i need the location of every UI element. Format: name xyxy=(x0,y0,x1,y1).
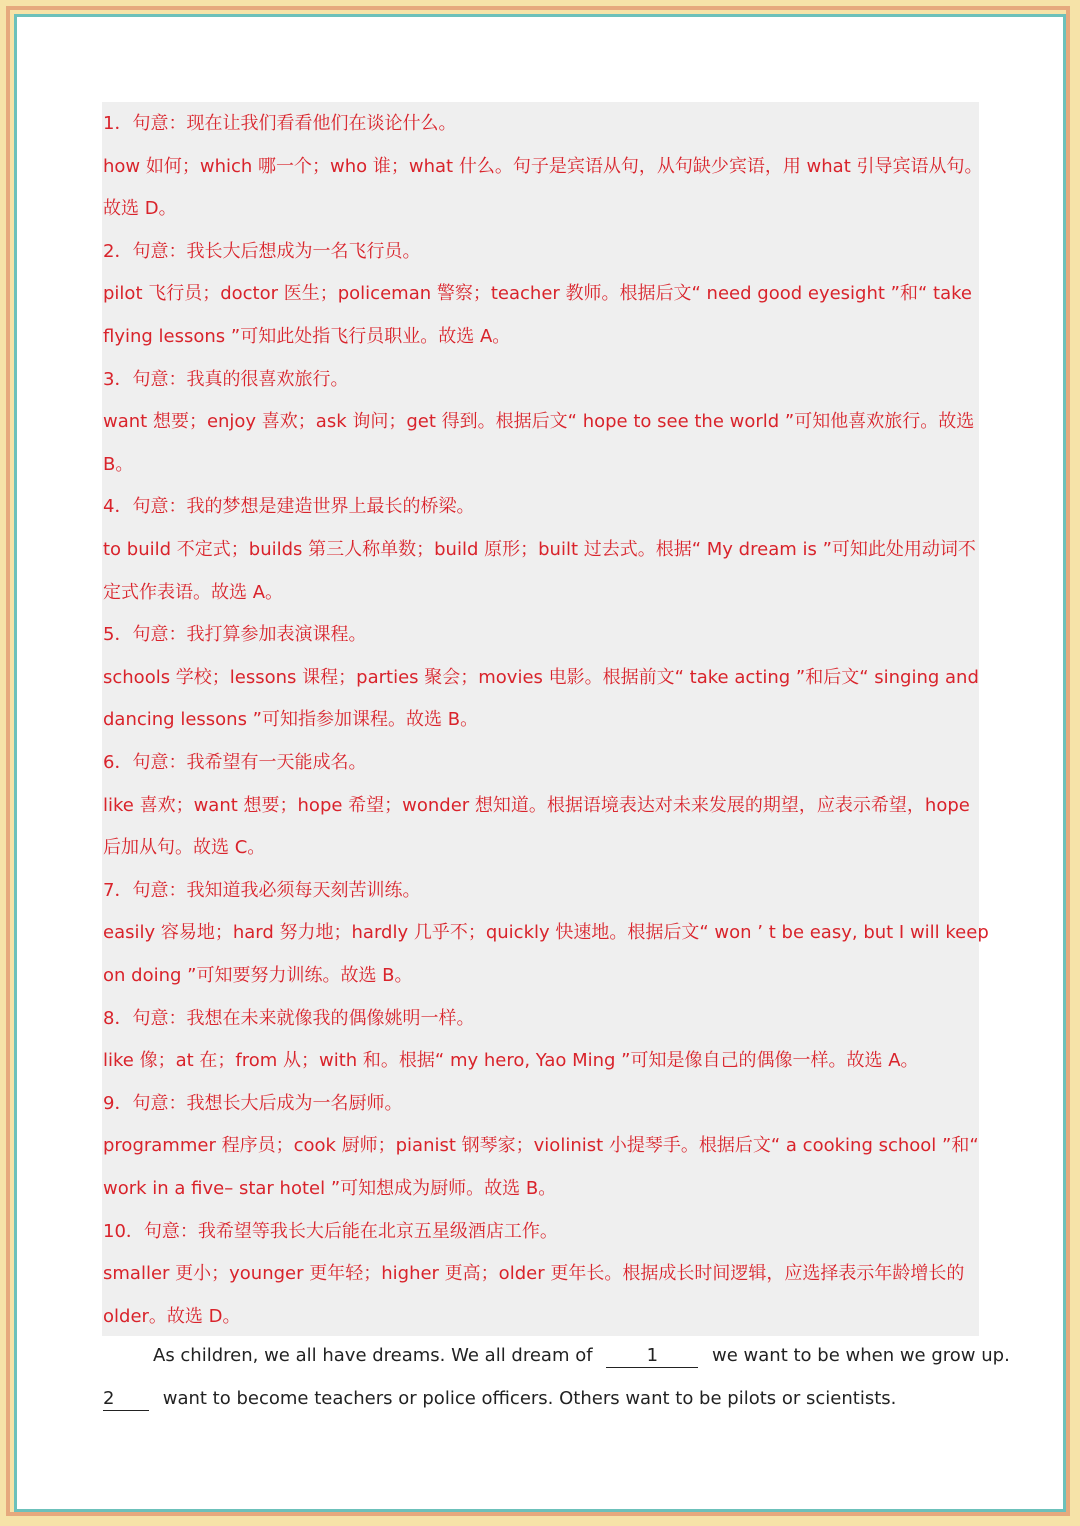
answer-10-heading: 10．句意：我希望等我长大后能在北京五星级酒店工作。 xyxy=(103,1220,558,1242)
answer-3-explanation: want 想要；enjoy 喜欢；ask 询问；get 得到。根据后文“ hope to see the world ”可知他喜欢旅行。故选 xyxy=(103,411,975,433)
answer-7-explanation: on doing ”可知要努力训练。故选 B。 xyxy=(103,965,413,986)
answer-5-explanation: schools 学校；lessons 课程；parties 聚会；movies 电影。根据前文“ take acting ”和后文“ singing and xyxy=(103,666,979,688)
answer-7-heading: 7．句意：我知道我必须每天刻苦训练。 xyxy=(103,879,421,901)
passage-text: we want to be when we grow up. xyxy=(712,1345,1010,1366)
answer-5-heading: 5．句意：我打算参加表演课程。 xyxy=(103,624,367,646)
answer-6-explanation: 后加从句。故选 C。 xyxy=(103,837,266,859)
answer-6-explanation: like 喜欢；want 想要；hope 希望；wonder 想知道。根据语境表达对未来发展的期望，应表示希望，hope xyxy=(103,794,970,816)
passage-line-1 xyxy=(153,1335,1010,1377)
answer-4-explanation: 定式作表语。故选 A。 xyxy=(103,581,284,603)
passage-text: As children, we all have dreams. We all dream of xyxy=(153,1345,593,1366)
answer-9-explanation: programmer 程序员；cook 厨师；pianist 钢琴家；violinist 小提琴手。根据后文“ a cooking school ”和“ xyxy=(103,1135,979,1157)
answer-6-heading: 6．句意：我希望有一天能成名。 xyxy=(103,752,367,773)
answer-10-explanation: smaller 更小；younger 更年轻；higher 更高；older 更年长。根据成长时间逻辑，应选择表示年龄增长的 xyxy=(103,1263,965,1285)
answer-4-heading: 4．句意：我的梦想是建造世界上最长的桥梁。 xyxy=(103,496,475,518)
answer-4-explanation: to build 不定式；builds 第三人称单数；build 原形；built 过去式。根据“ My dream is ”可知此处用动词不 xyxy=(103,539,976,560)
answer-9-explanation: work in a five– star hotel ”可知想成为厨师。故选 B。 xyxy=(103,1178,557,1199)
answer-8-heading: 8．句意：我想在未来就像我的偶像姚明一样。 xyxy=(103,1007,475,1029)
answer-2-explanation: pilot 飞行员；doctor 医生；policeman 警察；teacher 教师。根据后文“ need good eyesight ”和“ take xyxy=(103,283,972,305)
answer-9-heading: 9．句意：我想长大后成为一名厨师。 xyxy=(103,1092,403,1114)
passage-line-2 xyxy=(103,1378,980,1420)
passage-text: want to become teachers or police officers. Others want to be pilots or scientists. xyxy=(162,1388,897,1409)
answer-2-heading: 2．句意：我长大后想成为一名飞行员。 xyxy=(103,240,421,262)
answer-5-explanation: dancing lessons ”可知指参加课程。故选 B。 xyxy=(103,709,479,731)
answer-1-explanation: how 如何；which 哪一个；who 谁；what 什么。句子是宾语从句，从句缺少宾语，用 what 引导宾语从句。 xyxy=(103,155,983,177)
answer-2-explanation: flying lessons ”可知此处指飞行员职业。故选 A。 xyxy=(103,326,511,347)
answer-3-explanation: B。 xyxy=(103,453,134,475)
blank-2: 2 xyxy=(103,1388,149,1411)
answer-7-explanation: easily 容易地；hard 努力地；hardly 几乎不；quickly 快速地。根据后文“ won ’ t be easy, but I will keep xyxy=(103,922,989,944)
answer-8-explanation: like 像；at 在；from 从；with 和。根据“ my hero, Yao Ming ”可知是像自己的偶像一样。故选 A。 xyxy=(103,1050,919,1072)
answer-1-heading: 1．句意：现在让我们看看他们在谈论什么。 xyxy=(103,113,457,134)
blank-1: 1 xyxy=(606,1345,698,1368)
answer-1-explanation: 故选 D。 xyxy=(103,198,177,220)
answer-3-heading: 3．句意：我真的很喜欢旅行。 xyxy=(103,368,349,390)
answer-10-explanation: older。故选 D。 xyxy=(103,1305,241,1327)
